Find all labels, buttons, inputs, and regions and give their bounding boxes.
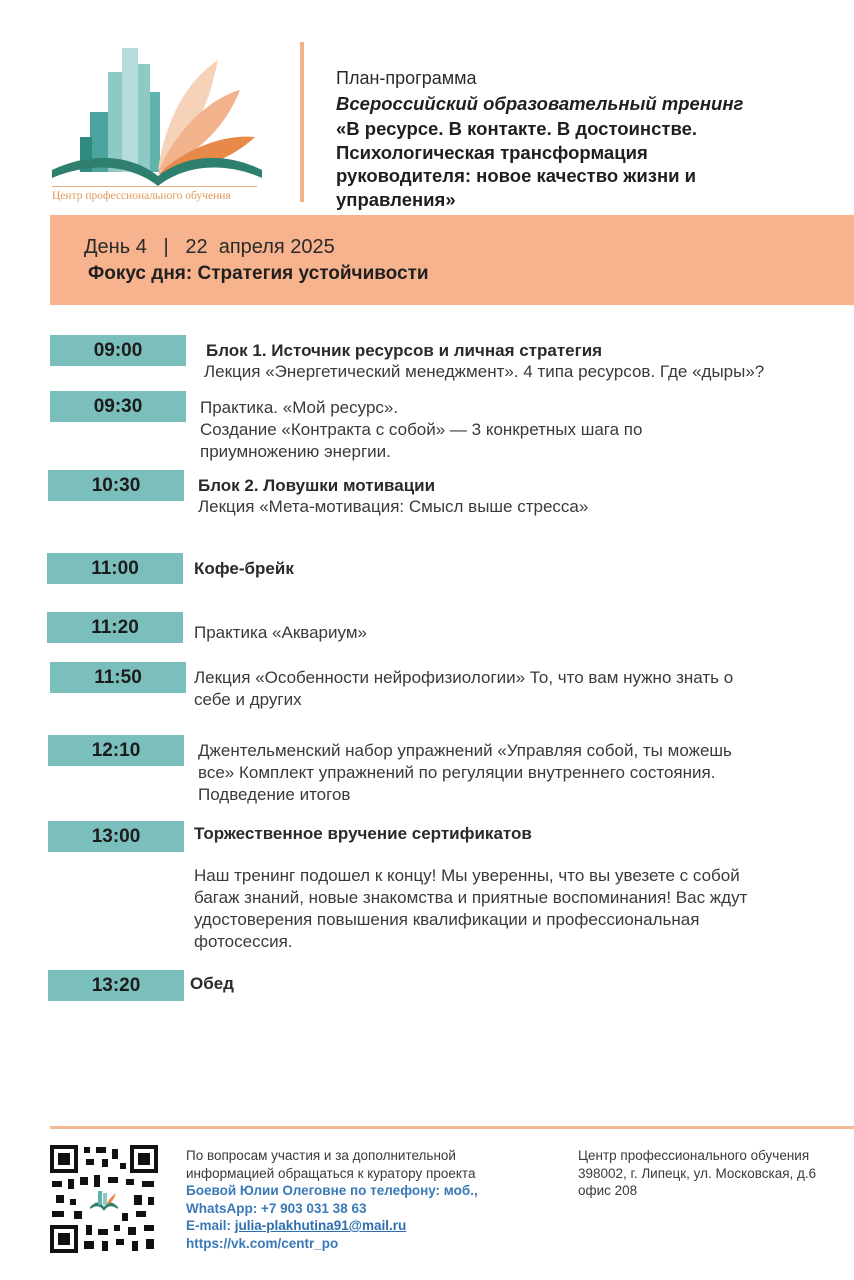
time-badge: 10:30	[48, 470, 184, 501]
block-text: Практика. «Мой ресурс». Создание «Контракта с собой» — 3 конкретных шага по приумножению энергии.	[200, 398, 643, 461]
day-date: День 4 | 22 апреля 2025	[84, 236, 335, 258]
org-office: офис 208	[578, 1183, 638, 1198]
footer-curator: Боевой Юлии Олеговне по телефону: моб.,	[186, 1183, 478, 1198]
day-focus: Фокус дня: Стратегия устойчивости	[88, 263, 429, 284]
org-address: 398002, г. Липецк, ул. Московская, д.6	[578, 1165, 817, 1181]
header-title-line: «В ресурсе. В контакте. В достоинстве.	[336, 118, 698, 139]
header-title	[336, 117, 836, 211]
time-badge: 11:50	[50, 662, 186, 693]
header-divider	[300, 42, 304, 202]
time-badge: 12:10	[48, 735, 184, 766]
qr-code-icon[interactable]	[50, 1145, 158, 1253]
header-subtitle: Всероссийский образовательный тренинг	[336, 93, 744, 114]
time-badge: 11:20	[47, 612, 183, 643]
block-text: Наш тренинг подошел к концу! Мы уверенны, что вы увезете с собой багаж знаний, новые знакомства и приятные воспоминания! Вас ждут удостоверения повышения квалификации и профессиональная фотосессия.	[194, 866, 748, 951]
time-badge: 13:20	[48, 970, 184, 1001]
block-title: Торжественное вручение сертификатов	[194, 824, 532, 843]
block-title: Кофе-брейк	[194, 559, 294, 578]
footer-divider	[50, 1126, 854, 1129]
time-badge: 13:00	[48, 821, 184, 852]
org-name: Центр профессионального обучения	[578, 1148, 810, 1163]
day-banner	[50, 215, 854, 305]
footer-text: По вопросам участия и за дополнительной	[186, 1148, 456, 1163]
block-title: Блок 1. Источник ресурсов и личная стратегия	[206, 341, 603, 360]
footer-text: информацией обращаться к куратору проекта	[186, 1165, 476, 1181]
email-label: E-mail:	[186, 1218, 235, 1233]
vk-link[interactable]: https://vk.com/centr_po	[186, 1235, 339, 1251]
block-text: Лекция «Особенности нейрофизиологии» То, что вам нужно знать о себе и других	[194, 668, 734, 709]
logo-caption: Центр профессионального обучения	[52, 190, 231, 202]
footer-org	[578, 1147, 854, 1200]
footer-whatsapp: WhatsApp: +7 903 031 38 63	[186, 1200, 367, 1216]
header-title-line: Психологическая трансформация	[336, 141, 648, 163]
logo-icon	[50, 42, 262, 204]
header-title-line: руководителя: новое качество жизни и	[336, 165, 697, 186]
block-text: Практика «Аквариум»	[194, 623, 367, 642]
block-title: Блок 2. Ловушки мотивации	[198, 476, 436, 495]
email-link[interactable]: julia-plakhutina91@mail.ru	[234, 1218, 407, 1233]
header-title-line: управления»	[336, 188, 456, 210]
footer-email-row	[186, 1217, 566, 1235]
header-label: План-программа	[336, 68, 477, 88]
block-title: Обед	[190, 974, 234, 993]
block-text: Джентельменский набор упражнений «Управляя собой, ты можешь все» Комплект упражнений по регуляции внутреннего состояния. Подведение итогов	[198, 741, 732, 804]
time-badge: 09:30	[50, 391, 186, 422]
footer-contact	[186, 1147, 566, 1252]
block-text: Лекция «Энергетический менеджмент». 4 типа ресурсов. Где «дыры»?	[204, 362, 765, 381]
time-badge: 09:00	[50, 335, 186, 366]
block-text: Лекция «Мета-мотивация: Смысл выше стресса»	[198, 497, 589, 516]
logo-underline	[52, 186, 257, 187]
time-badge: 11:00	[47, 553, 183, 584]
